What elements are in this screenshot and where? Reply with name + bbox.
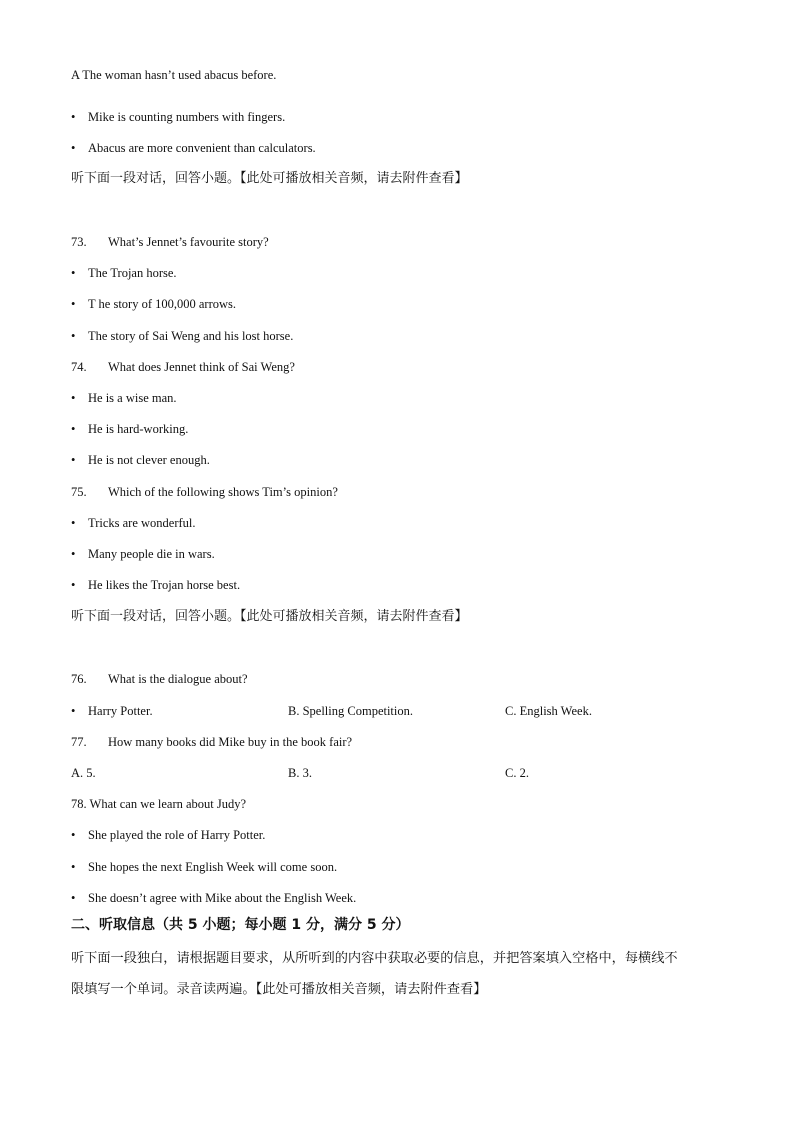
q76-option-b: B. Spelling Competition. xyxy=(288,704,414,718)
option-text: T he story of 100,000 arrows. xyxy=(88,297,237,311)
q78-stem: 78. What can we learn about Judy? xyxy=(71,797,247,811)
option-text: He is not clever enough. xyxy=(88,453,210,467)
bullet: • xyxy=(71,547,76,561)
option-text: Tricks are wonderful. xyxy=(88,516,196,530)
q76-option-c: C. English Week. xyxy=(505,704,592,718)
q75-stem xyxy=(71,484,338,500)
question-text: How many books did Mike buy in the book fair? xyxy=(108,735,353,749)
option-text: He is a wise man. xyxy=(88,391,177,405)
instruction-line-2: 限填写一个单词。录音读两遍。【此处可播放相关音频，请去附件查看】 xyxy=(71,982,487,997)
q74-option-a xyxy=(71,390,177,406)
question-number: 75. xyxy=(71,485,87,499)
q75-option-c xyxy=(71,577,240,593)
section-instructions xyxy=(71,943,721,1005)
option-text: She doesn’t agree with Mike about the English Week. xyxy=(88,891,357,905)
q74-option-c xyxy=(71,452,210,468)
bullet: • xyxy=(71,828,76,842)
option-text: Mike is counting numbers with fingers. xyxy=(88,110,286,124)
q77-option-a: A. 5. xyxy=(71,766,96,780)
q74-stem xyxy=(71,359,295,375)
q73-stem xyxy=(71,234,269,250)
q78-option-c xyxy=(71,890,356,906)
option-text: He likes the Trojan horse best. xyxy=(88,578,241,592)
q77-stem xyxy=(71,734,352,750)
option-text: The Trojan horse. xyxy=(88,266,177,280)
bullet: • xyxy=(71,297,76,311)
section-heading: 二、听取信息（共 5 小题；每小题 1 分，满分 5 分） xyxy=(71,917,410,933)
bullet: • xyxy=(71,891,76,905)
question-number: 77. xyxy=(71,735,87,749)
q75-option-a xyxy=(71,515,196,531)
question-number: 74. xyxy=(71,360,87,374)
q76-option-a xyxy=(71,703,153,719)
bullet: • xyxy=(71,329,76,343)
option-text: She hopes the next English Week will come soon. xyxy=(88,860,338,874)
bullet: • xyxy=(71,453,76,467)
option-text: She played the role of Harry Potter. xyxy=(88,828,266,842)
q77-option-b: B. 3. xyxy=(288,766,312,780)
bullet: • xyxy=(71,516,76,530)
q74-option-b xyxy=(71,421,188,437)
bullet: • xyxy=(71,110,76,124)
listening-instruction: 听下面一段对话，回答小题。【此处可播放相关音频，请去附件查看】 xyxy=(71,609,468,624)
question-text: What is the dialogue about? xyxy=(108,672,248,686)
question-text: What’s Jennet’s favourite story? xyxy=(108,235,269,249)
q76-stem xyxy=(71,671,248,687)
instruction-line-1: 听下面一段独白，请根据题目要求，从所听到的内容中获取必要的信息，并把答案填入空格中，每横线不 xyxy=(71,951,678,966)
q78-option-b xyxy=(71,859,337,875)
question-number: 73. xyxy=(71,235,87,249)
question-text: What does Jennet think of Sai Weng? xyxy=(108,360,295,374)
q72-option-c xyxy=(71,140,316,156)
option-text: Harry Potter. xyxy=(88,704,153,718)
q77-option-c: C. 2. xyxy=(505,766,529,780)
bullet: • xyxy=(71,266,76,280)
q75-option-b xyxy=(71,546,215,562)
question-number: 76. xyxy=(71,672,87,686)
option-text: Many people die in wars. xyxy=(88,547,215,561)
bullet: • xyxy=(71,422,76,436)
bullet: • xyxy=(71,704,76,718)
question-text: Which of the following shows Tim’s opinion? xyxy=(108,485,338,499)
bullet: • xyxy=(71,860,76,874)
option-text: Abacus are more convenient than calculators. xyxy=(88,141,316,155)
q72-option-a: A The woman hasn’t used abacus before. xyxy=(71,68,277,82)
listening-instruction: 听下面一段对话，回答小题。【此处可播放相关音频，请去附件查看】 xyxy=(71,171,468,186)
q78-option-a xyxy=(71,827,265,843)
q73-option-b xyxy=(71,296,236,312)
bullet: • xyxy=(71,391,76,405)
bullet: • xyxy=(71,141,76,155)
option-text: The story of Sai Weng and his lost horse. xyxy=(88,329,294,343)
q73-option-a xyxy=(71,265,177,281)
q72-option-b xyxy=(71,109,285,125)
option-text: He is hard-working. xyxy=(88,422,189,436)
q73-option-c xyxy=(71,328,293,344)
bullet: • xyxy=(71,578,76,592)
